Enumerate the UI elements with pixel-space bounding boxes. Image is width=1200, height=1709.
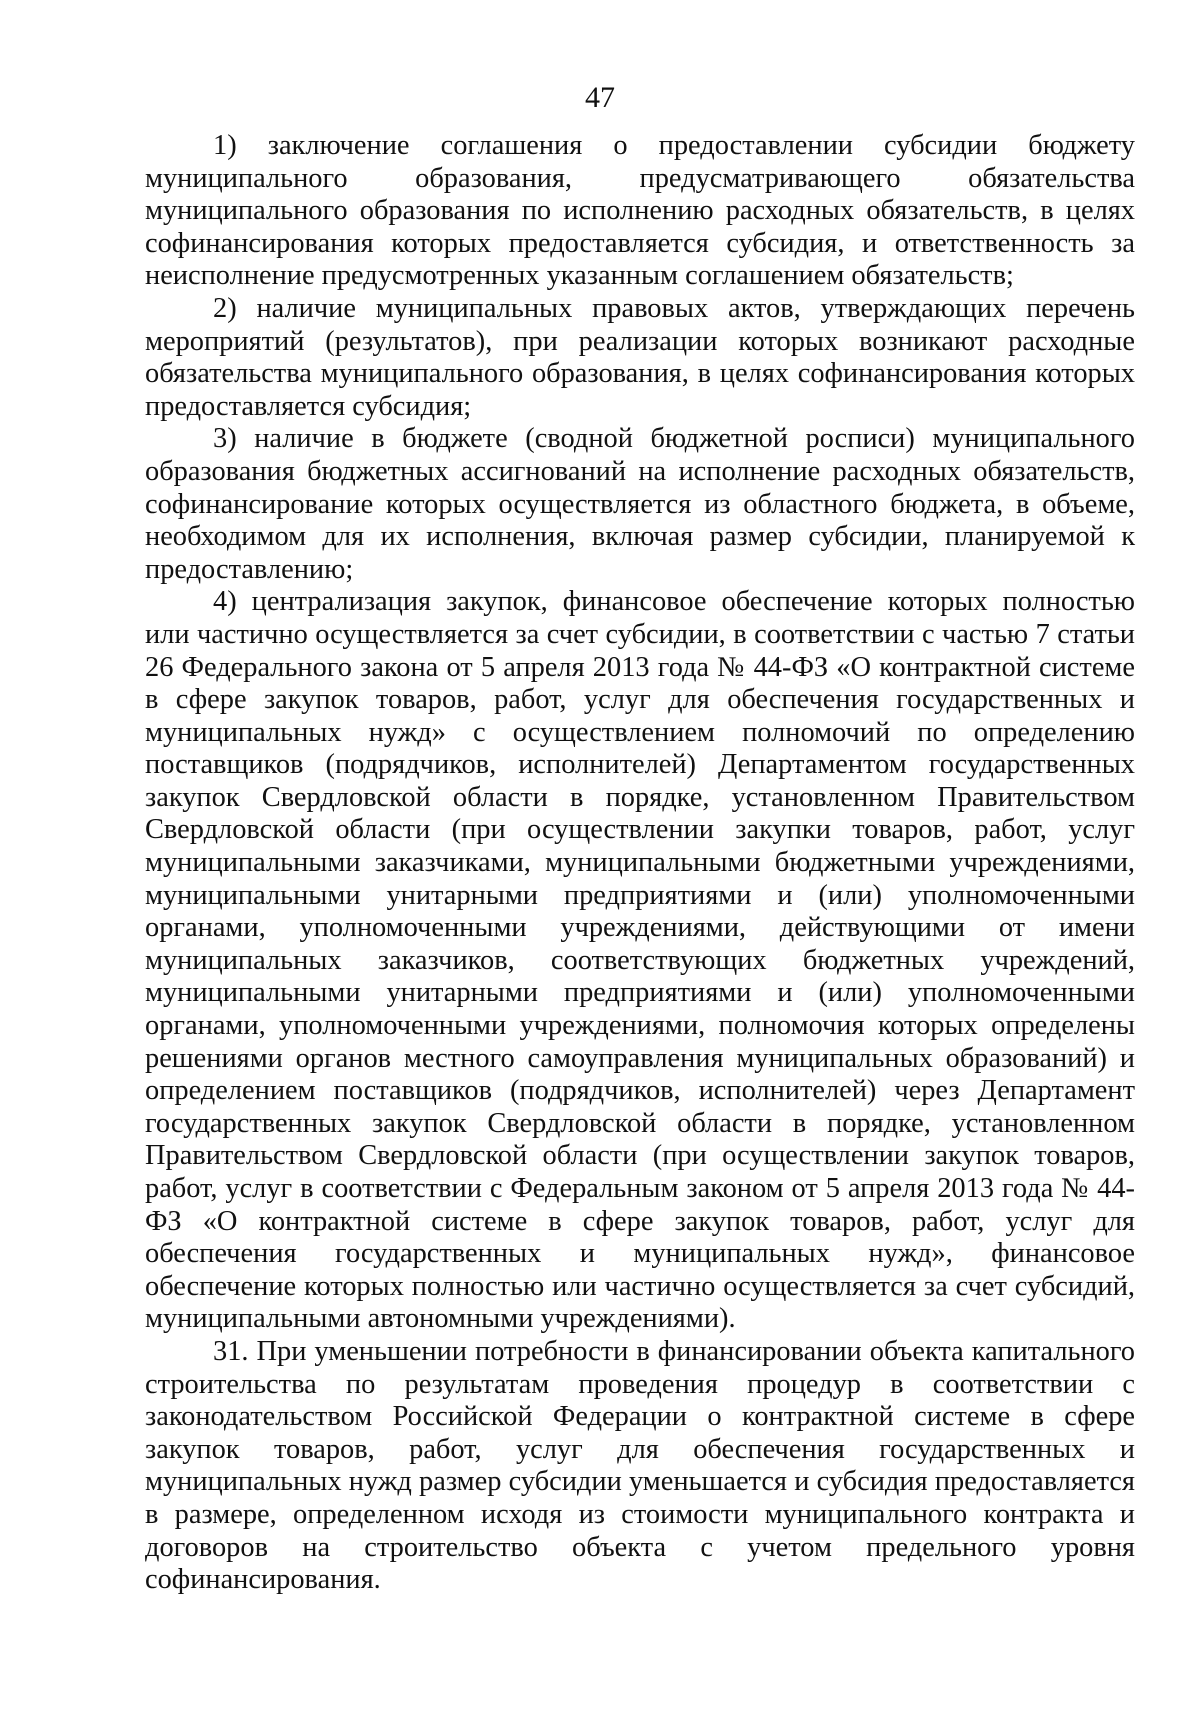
paragraph-item-3: 3) наличие в бюджете (сводной бюджетной росписи) муниципального образования бюджетных ассигнований на исполнение расходных обязательств, софинансирование которых осуществляется из областного бюджета, в объеме, необходимом для их исполнения, включая размер субсидии, планируемой к предоставлению; [145, 423, 1135, 585]
paragraph-item-1: 1) заключение соглашения о предоставлении субсидии бюджету муниципального образования, предусматривающего обязательства муниципального образования по исполнению расходных обязательств, в целях софинансирования которых предоставляется субсидия, и ответственность за неисполнение предусмотренных указанным соглашением обязательств; [145, 130, 1135, 292]
page-number: 47 [585, 81, 615, 114]
document-body [145, 130, 1135, 1597]
paragraph-clause-31: 31. При уменьшении потребности в финансировании объекта капитального строительства по результатам проведения процедур в соответствии с законодательством Российской Федерации о контрактной системе в сфере закупок товаров, работ, услуг для обеспечения государственных и муниципальных нужд размер субсидии уменьшается и субсидия предоставляется в размере, определенном исходя из стоимости муниципального контракта и договоров на строительство объекта с учетом предельного уровня софинансирования. [145, 1335, 1135, 1596]
paragraph-item-4: 4) централизация закупок, финансовое обеспечение которых полностью или частично осуществляется за счет субсидии, в соответствии с частью 7 статьи 26 Федерального закона от 5 апреля 2013 года № 44-ФЗ «О контрактной системе в сфере закупок товаров, работ, услуг для обеспечения государственных и муниципальных нужд» с осуществлением полномочий по определению поставщиков (подрядчиков, исполнителей) Департаментом государственных закупок Свердловской области в порядке, установленном Правительством Свердловской области (при осуществлении закупки товаров, работ, услуг муниципальными заказчиками, муниципальными бюджетными учреждениями, муниципальными унитарными предприятиями и (или) уполномоченными органами, уполномоченными учреждениями, действующими от имени муниципальных заказчиков, соответствующих бюджетных учреждений, муниципальными унитарными предприятиями и (или) уполномоченными органами, уполномоченными учреждениями, полномочия которых определены решениями органов местного самоуправления муниципальных образований) и определением поставщиков (подрядчиков, исполнителей) через Департамент государственных закупок Свердловской области в порядке, установленном Правительством Свердловской области (при осуществлении закупок товаров, работ, услуг в соответствии с Федеральным законом от 5 апреля 2013 года № 44-ФЗ «О контрактной системе в сфере закупок товаров, работ, услуг для обеспечения государственных и муниципальных нужд», финансовое обеспечение которых полностью или частично осуществляется за счет субсидий, муниципальными автономными учреждениями). [145, 586, 1135, 1335]
paragraph-item-2: 2) наличие муниципальных правовых актов, утверждающих перечень мероприятий (результатов), при реализации которых возникают расходные обязательства муниципального образования, в целях софинансирования которых предоставляется субсидия; [145, 292, 1135, 422]
